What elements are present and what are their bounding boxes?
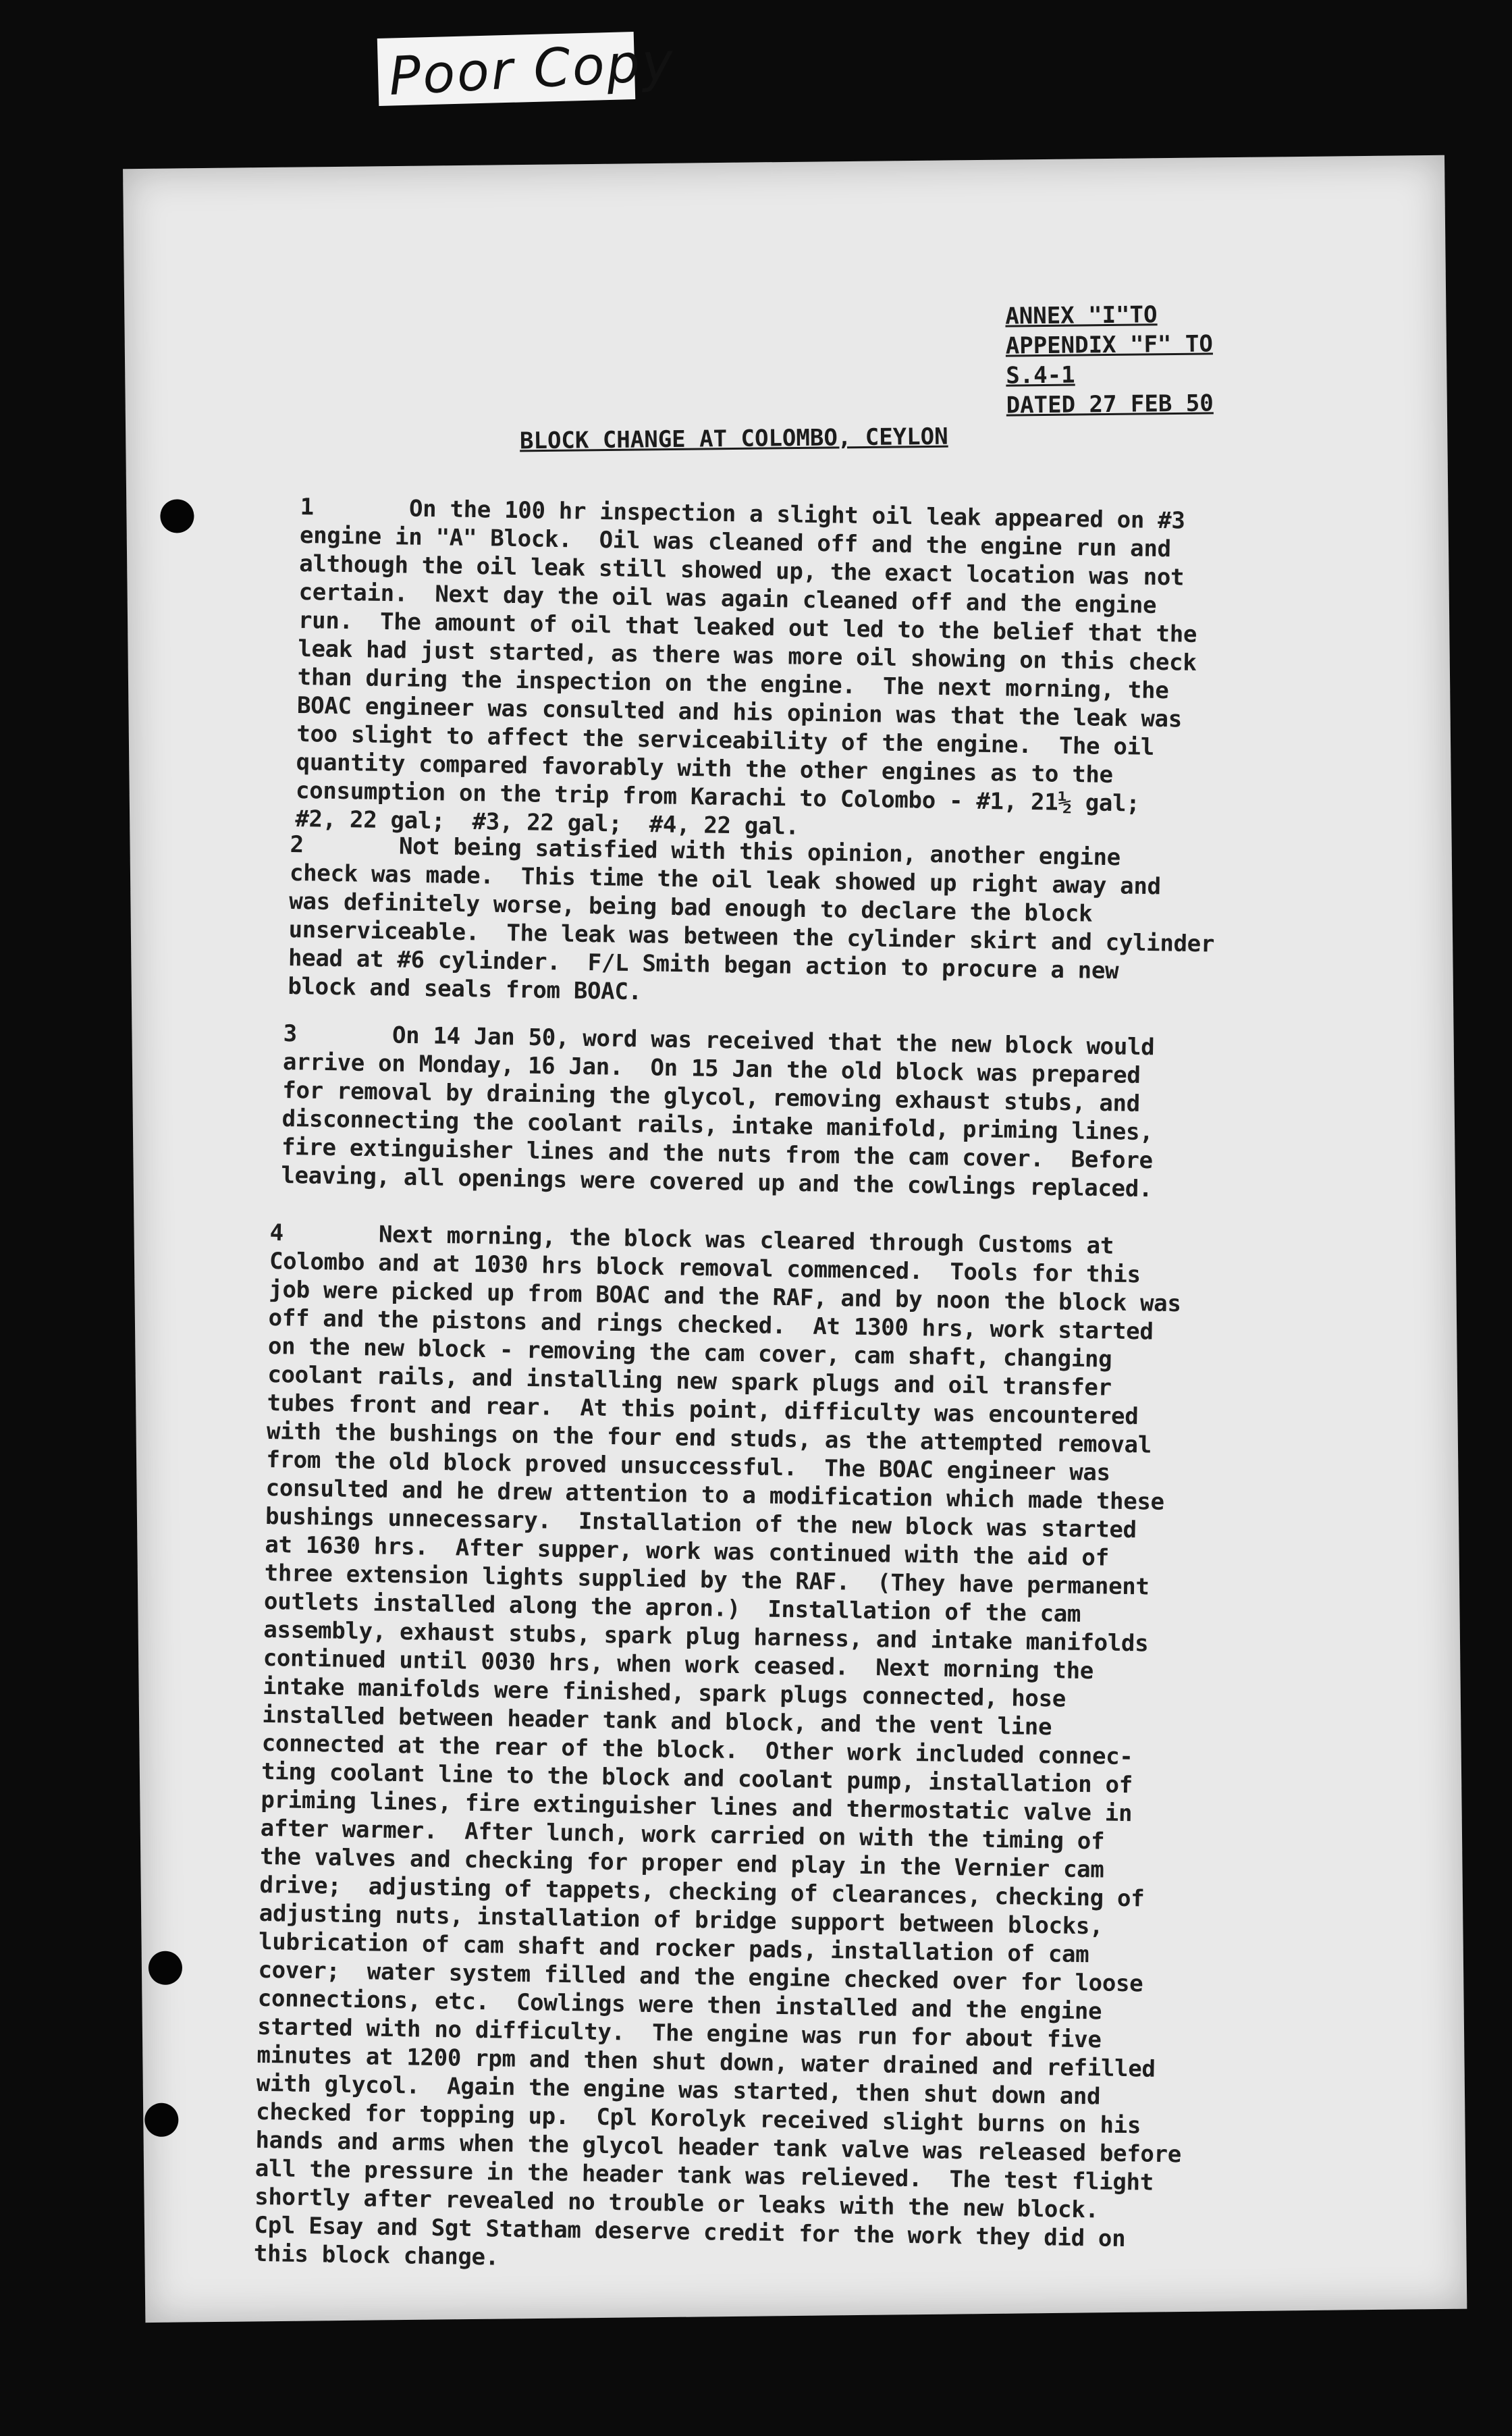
annex-line: DATED 27 FEB 50 bbox=[1006, 390, 1214, 419]
annex-line: ANNEX "I"TO bbox=[1005, 301, 1158, 330]
annex-line: S.4-1 bbox=[1006, 361, 1075, 390]
punch-hole bbox=[160, 499, 194, 533]
paragraph-4: 4 Next morning, the block was cleared through Customs at Colombo and at 1030 hrs block removal commenced. Tools for this job were picked up from BOAC and the RAF, and by noon the block was off and the pistons and rings checked. At 1300 hrs, work started on the new block - removing the cam cover, cam shaft, changing coolant rails, and installing new spark plugs and oil transfer tubes front and rear. At this point, difficulty was encountered with the bushings on the four end studs, as the attempted removal from the old block proved unsuccessful. The BOAC engineer was consulted and he drew attention to a modification which made these bushings unnecessary. Installation of the new block was started at 1630 hrs. After supper, work was continued with the aid of three extension lights supplied by the RAF. (They have permanent outlets installed along the apron.) Installation of the cam assembly, exhaust stubs, spark plug harness, and intake manifolds continued until 0030 hrs, when work ceased. Next morning the intake manifolds were finished, spark plugs connected, hose installed between header tank and block, and the vent line connected at the rear of the block. Other work included connec- ting coolant line to the block and coolant pump, installation of priming lines, fire extinguisher lines and thermostatic valve in after warmer. After lunch, work carried on with the timing of the valves and checking for proper end play in the Vernier cam drive; adjusting of tappets, checking of clearances, checking of adjusting nuts, installation of bridge support between blocks, lubrication of cam shaft and rocker pads, installation of cam cover; water system filled and the engine checked over for loose connections, etc. Cowlings were then installed and the engine started with no difficulty. The engine was run for about five minutes at 1200 rpm and then shut down, water drained and refilled with glycol. Again the engine was started, then shut down and checked for topping up. Cpl Korolyk received slight burns on his hands and arms when the glycol header tank valve was released before all the pressure in the header tank was relieved. The test flight shortly after revealed no trouble or leaks with the new block. Cpl Esay and Sgt Statham deserve credit for the work they did on this block change. bbox=[253, 1219, 1182, 2271]
punch-hole bbox=[148, 1951, 183, 1985]
paragraph-3: 3 On 14 Jan 50, word was received that the new block would arrive on Monday, 16 Jan. On 15 Jan the old block was prepared for removal by draining the glycol, removing exhaust stubs, and disconnecting the coolant rails, intake manifold, priming lines, fire extinguisher lines and the nuts from the cam cover. Before leaving, all openings were covered up and the cowlings replaced. bbox=[281, 1020, 1155, 1203]
poor-copy-text: Poor Copy bbox=[387, 31, 677, 108]
paragraph-2: 2 Not being satisfied with this opinion, another engine check was made. This time the oil leak showed up right away and was definitely worse, being bad enough to declare the block unserviceable. The leak was between the cylinder skirt and cylinder head at #6 cylinder. F/L Smith began action to procure a new block and seals from BOAC. bbox=[288, 830, 1215, 1006]
document-title: BLOCK CHANGE AT COLOMBO, CEYLON bbox=[519, 423, 948, 455]
annex-line: APPENDIX "F" TO bbox=[1005, 330, 1214, 360]
annex-reference bbox=[1005, 299, 1214, 420]
paragraph-1: 1 On the 100 hr inspection a slight oil leak appeared on #3 engine in "A" Block. Oil was cleaned off and the engine run and although the oil leak still showed up, the exact location was not certain. Next day the oil was again cleaned off and the engine run. The amount of oil that leaked out led to the belief that the leak had just started, as there was more oil showing on this check than during the inspection on the engine. The next morning, the BOAC engineer was consulted and his opinion was that the leak was too slight to affect the serviceability of the engine. The oil quantity compared favorably with the other engines as to the consumption on the trip from Karachi to Colombo - #1, 21½ gal; #2, 22 gal; #3, 22 gal; #4, 22 gal. bbox=[295, 493, 1197, 841]
punch-hole bbox=[144, 2103, 179, 2138]
